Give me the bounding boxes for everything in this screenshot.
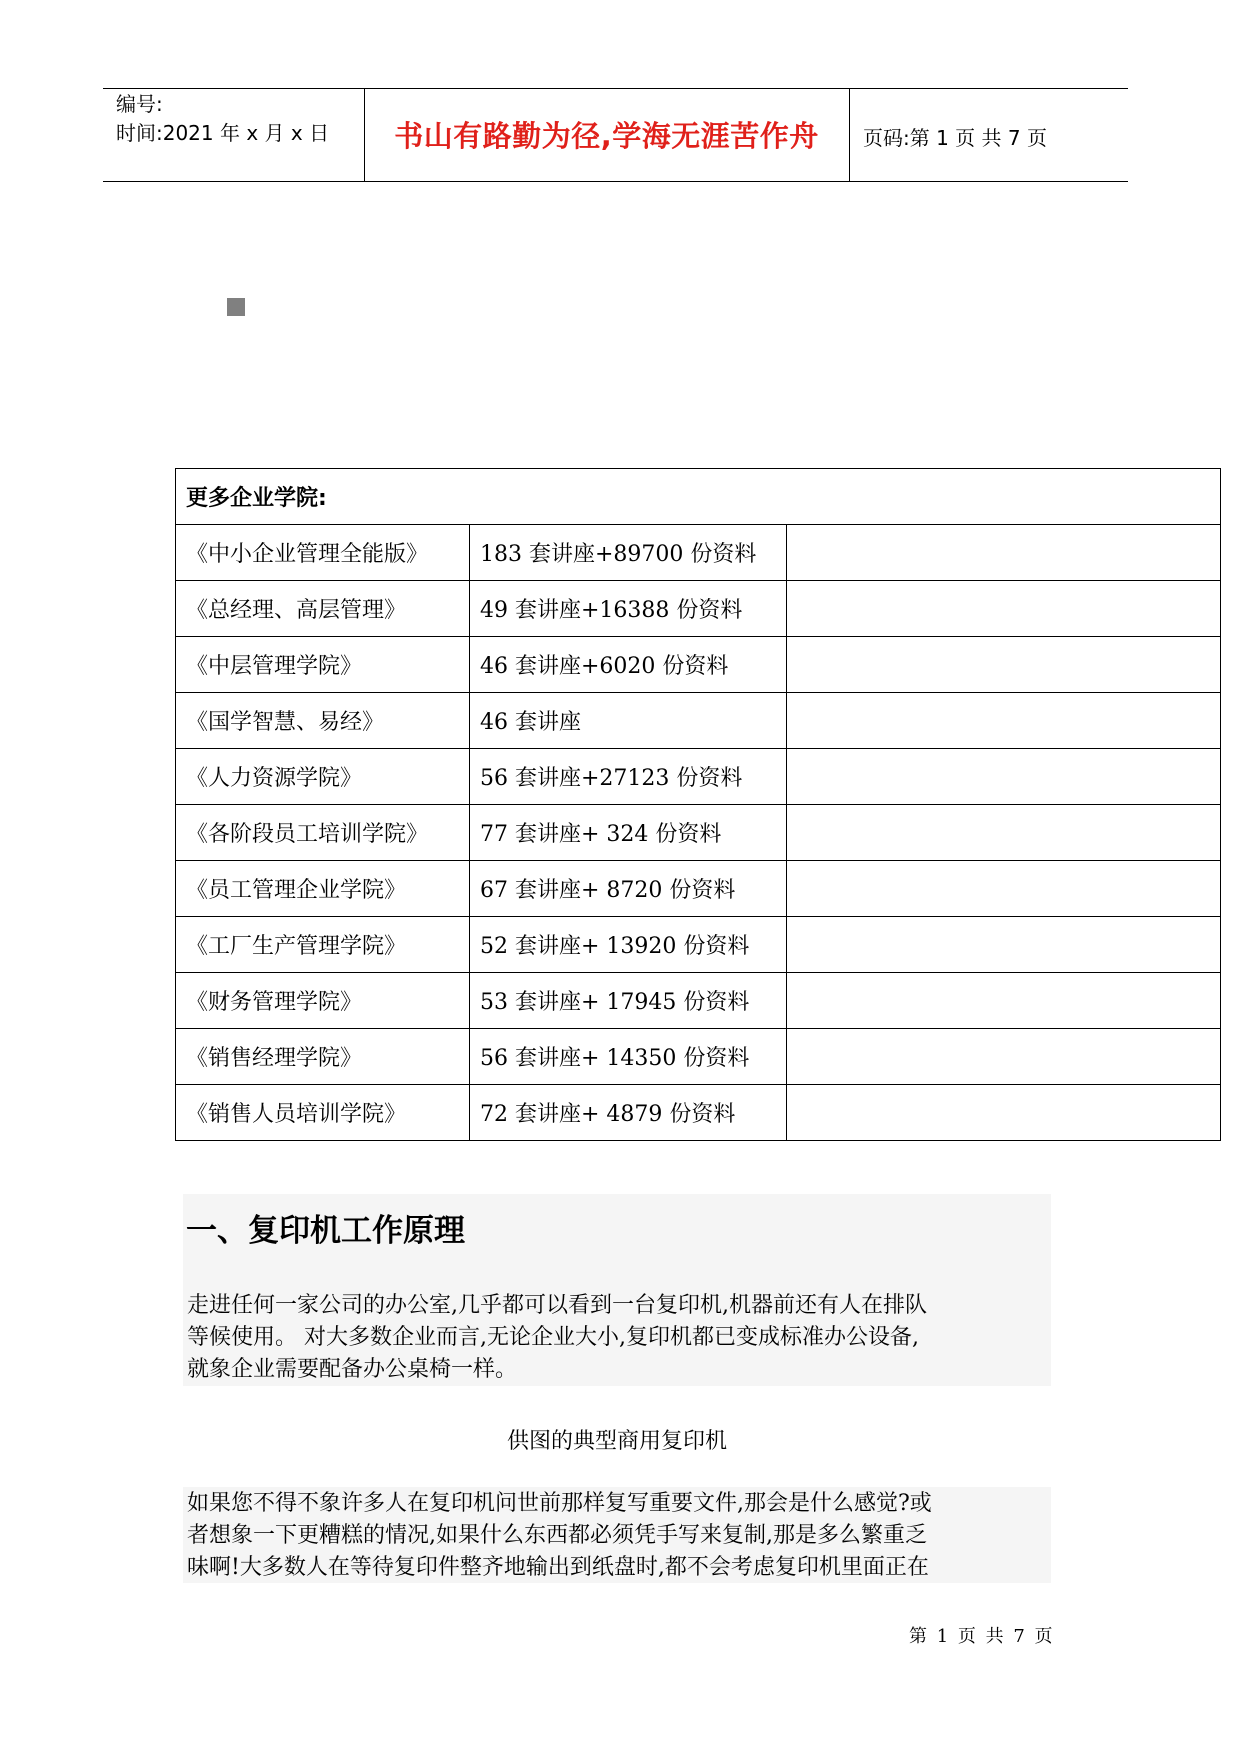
course-extra-cell [787, 749, 1221, 805]
header-divider-right [849, 88, 850, 181]
table-title-row [176, 469, 1221, 525]
course-name-cell: 《中小企业管理全能版》 [176, 525, 470, 581]
paragraph-1 [187, 1290, 1047, 1386]
header-number-label: 编号: [116, 92, 163, 116]
course-content-cell: 67 套讲座+ 8720 份资料 [470, 861, 787, 917]
header-motto: 书山有路勤为径,学海无涯苦作舟 [394, 119, 819, 153]
table-row [176, 693, 1221, 749]
course-name-cell: 《总经理、高层管理》 [176, 581, 470, 637]
course-content-cell: 56 套讲座+ 14350 份资料 [470, 1029, 787, 1085]
table-row [176, 917, 1221, 973]
course-extra-cell [787, 581, 1221, 637]
paragraph-2 [187, 1488, 1047, 1584]
gray-square-bullet [227, 298, 245, 316]
course-extra-cell [787, 1085, 1221, 1141]
course-extra-cell [787, 525, 1221, 581]
paragraph-line: 者想象一下更糟糕的情况,如果什么东西都必须凭手写来复制,那是多么繁重乏 [187, 1523, 927, 1548]
course-extra-cell [787, 917, 1221, 973]
course-content-cell: 56 套讲座+27123 份资料 [470, 749, 787, 805]
paragraph-line: 等候使用。 对大多数企业而言,无论企业大小,复印机都已变成标准办公设备, [187, 1325, 919, 1350]
paragraph-line: 如果您不得不象许多人在复印机问世前那样复写重要文件,那会是什么感觉?或 [187, 1491, 932, 1516]
table-row [176, 637, 1221, 693]
paragraph-line: 味啊!大多数人在等待复印件整齐地输出到纸盘时,都不会考虑复印机里面正在 [187, 1555, 929, 1580]
course-extra-cell [787, 861, 1221, 917]
course-content-cell: 77 套讲座+ 324 份资料 [470, 805, 787, 861]
table-row [176, 525, 1221, 581]
course-name-cell: 《人力资源学院》 [176, 749, 470, 805]
course-extra-cell [787, 637, 1221, 693]
course-content-cell: 46 套讲座 [470, 693, 787, 749]
course-name-cell: 《各阶段员工培训学院》 [176, 805, 470, 861]
header-meta [116, 90, 329, 148]
header-time-label: 时间:2021 年 x 月 x 日 [116, 121, 330, 145]
footer-page-info: 第 1 页 共 7 页 [909, 1626, 1055, 1647]
course-extra-cell [787, 973, 1221, 1029]
table-title: 更多企业学院: [176, 469, 1221, 525]
course-content-cell: 72 套讲座+ 4879 份资料 [470, 1085, 787, 1141]
table-row [176, 861, 1221, 917]
course-name-cell: 《中层管理学院》 [176, 637, 470, 693]
table-row [176, 805, 1221, 861]
course-name-cell: 《工厂生产管理学院》 [176, 917, 470, 973]
paragraph-line: 就象企业需要配备办公桌椅一样。 [187, 1357, 518, 1382]
table-row [176, 973, 1221, 1029]
course-name-cell: 《国学智慧、易经》 [176, 693, 470, 749]
course-extra-cell [787, 805, 1221, 861]
table-row [176, 581, 1221, 637]
table-row [176, 1085, 1221, 1141]
course-name-cell: 《财务管理学院》 [176, 973, 470, 1029]
header-bottom-rule [103, 181, 1128, 182]
course-extra-cell [787, 693, 1221, 749]
course-content-cell: 183 套讲座+89700 份资料 [470, 525, 787, 581]
course-content-cell: 52 套讲座+ 13920 份资料 [470, 917, 787, 973]
course-content-cell: 49 套讲座+16388 份资料 [470, 581, 787, 637]
paragraph-line: 走进任何一家公司的办公室,几乎都可以看到一台复印机,机器前还有人在排队 [187, 1293, 927, 1318]
course-extra-cell [787, 1029, 1221, 1085]
course-name-cell: 《销售经理学院》 [176, 1029, 470, 1085]
course-name-cell: 《销售人员培训学院》 [176, 1085, 470, 1141]
figure-caption: 供图的典型商用复印机 [506, 1429, 727, 1454]
table-row [176, 749, 1221, 805]
header-top-rule [103, 88, 1128, 89]
course-name-cell: 《员工管理企业学院》 [176, 861, 470, 917]
course-content-cell: 53 套讲座+ 17945 份资料 [470, 973, 787, 1029]
header-page-info: 页码:第 1 页 共 7 页 [863, 126, 1047, 150]
course-table [175, 468, 1221, 1141]
section-heading: 一、复印机工作原理 [186, 1213, 465, 1249]
course-content-cell: 46 套讲座+6020 份资料 [470, 637, 787, 693]
table-row [176, 1029, 1221, 1085]
